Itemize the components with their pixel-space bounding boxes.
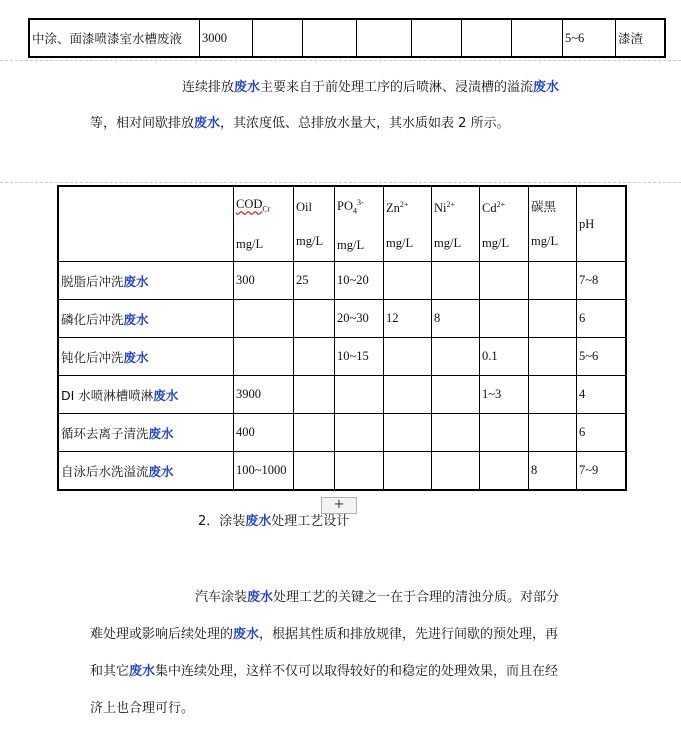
cell-oil: 25 — [294, 262, 335, 300]
cell-cod — [234, 338, 294, 376]
paragraph-line: 难处理或影响后续处理的废水，根据其性质和排放规律，先进行间歇的预处理，再 — [90, 627, 559, 642]
cell-zn — [384, 452, 432, 491]
table-row — [58, 452, 626, 491]
cell-po4 — [335, 452, 384, 491]
cell-cod: 300 — [234, 262, 294, 300]
table-row — [29, 19, 665, 57]
cell-name: 脱脂后冲洗废水 — [58, 262, 234, 300]
keyword-highlight: 废水 — [194, 116, 221, 131]
cell-empty — [412, 19, 462, 57]
cell-carbon: 8 — [529, 452, 577, 491]
paragraph-line: 汽车涂装废水处理工艺的关键之一在于合理的清浊分质。对部分 — [195, 590, 560, 605]
cell-ph: 6 — [577, 300, 627, 338]
keyword-highlight: 废水 — [245, 514, 272, 529]
cell-cd: 0.1 — [480, 338, 529, 376]
cell-ph: 5~6 — [577, 338, 627, 376]
text: 等，相对间歇排放 — [90, 116, 195, 131]
cell-po4 — [335, 414, 384, 452]
header-ph: pH — [577, 186, 627, 262]
cell-cod: 100~1000 — [234, 452, 294, 491]
header-empty — [58, 186, 234, 262]
cell-cd: 1~3 — [480, 376, 529, 414]
keyword-highlight: 废水 — [148, 463, 174, 479]
cell-oil — [294, 376, 335, 414]
keyword-highlight: 废水 — [123, 349, 149, 365]
cell-cd — [480, 262, 529, 300]
cell-empty — [357, 19, 412, 57]
cell-cd — [480, 452, 529, 491]
cell-po4: 10~20 — [335, 262, 384, 300]
table-row — [58, 300, 626, 338]
cell-ni — [432, 414, 480, 452]
water-quality-table — [57, 185, 627, 491]
cell-cd — [480, 300, 529, 338]
keyword-highlight: 废水 — [123, 311, 149, 327]
cell-empty — [462, 19, 512, 57]
header-cd: $Cd^{2+}$ mg/L — [480, 186, 529, 262]
cell-ni — [432, 338, 480, 376]
cell-cd — [480, 414, 529, 452]
cell-ni — [432, 452, 480, 491]
keyword-highlight: 废水 — [129, 664, 156, 679]
cell-name: DI 水喷淋槽喷淋废水 — [58, 376, 234, 414]
cell-carbon — [529, 338, 577, 376]
cell-cod: 400 — [234, 414, 294, 452]
cell-carbon — [529, 300, 577, 338]
cell-ph: 4 — [577, 376, 627, 414]
header-po4: $PO_4^{3-}$ mg/L — [335, 186, 384, 262]
cell-po4: 10~15 — [335, 338, 384, 376]
paragraph-line: 和其它废水集中连续处理，这样不仅可以取得较好的和稳定的处理效果，而且在经 — [90, 664, 559, 679]
keyword-highlight: 废水 — [233, 627, 260, 642]
cell-zn — [384, 376, 432, 414]
page-break-line — [0, 60, 681, 61]
cell-ph: 7~9 — [577, 452, 627, 491]
cell-oil — [294, 452, 335, 491]
add-row-button[interactable]: + — [321, 497, 357, 514]
cell-name: 循环去离子清洗废水 — [58, 414, 234, 452]
cell-ph: 7~8 — [577, 262, 627, 300]
cell-ni: 8 — [432, 300, 480, 338]
header-oil: Oil mg/L — [294, 186, 335, 262]
header-cod: $COD_{Cr}$ mg/L — [234, 186, 294, 262]
table-row — [58, 262, 626, 300]
cell-empty — [512, 19, 563, 57]
page-break-line — [0, 182, 681, 183]
cell-ni — [432, 376, 480, 414]
text: 主要来自于前处理工序的后喷淋、浸渍槽的溢流 — [260, 80, 534, 95]
paragraph-line — [0, 79, 681, 97]
cell-oil — [294, 300, 335, 338]
cell-po4: 20~30 — [335, 300, 384, 338]
header-carbon: 碳黑 mg/L — [529, 186, 577, 262]
cell-po4 — [335, 376, 384, 414]
cell-ph: 6 — [577, 414, 627, 452]
top-table-fragment — [28, 18, 666, 58]
keyword-highlight: 废水 — [533, 80, 560, 95]
table-row — [58, 338, 626, 376]
cell-empty — [253, 19, 303, 57]
cell-name: 钝化后冲洗废水 — [58, 338, 234, 376]
cell-empty — [303, 19, 357, 57]
cell-carbon — [529, 414, 577, 452]
cell-zn — [384, 338, 432, 376]
cell-zn — [384, 262, 432, 300]
section-heading: 2．涂装废水处理工艺设计 — [198, 514, 350, 529]
keyword-highlight: 废水 — [123, 273, 149, 289]
cell-name: 中涂、面漆喷漆室水槽废液 — [29, 19, 200, 57]
cell-ph: 5~6 — [563, 19, 616, 57]
table-header-row — [58, 186, 626, 262]
cell-name: 磷化后冲洗废水 — [58, 300, 234, 338]
cell-carbon — [529, 262, 577, 300]
cell-note: 漆渣 — [616, 19, 666, 57]
keyword-highlight: 废水 — [234, 80, 261, 95]
cell-cod: 3000 — [200, 19, 253, 57]
cell-cod — [234, 300, 294, 338]
cell-zn: 12 — [384, 300, 432, 338]
cell-name: 自泳后水洗溢流废水 — [58, 452, 234, 491]
cell-zn — [384, 414, 432, 452]
paragraph-line: 济上也合理可行。 — [90, 701, 195, 716]
cell-carbon — [529, 376, 577, 414]
keyword-highlight: 废水 — [153, 387, 179, 403]
text: 连续排放 — [182, 80, 235, 95]
keyword-highlight: 废水 — [247, 590, 274, 605]
keyword-highlight: 废水 — [148, 425, 174, 441]
cell-oil — [294, 414, 335, 452]
text: ，其浓度低、总排放水量大，其水质如表 2 所示。 — [220, 116, 510, 131]
paragraph-line — [0, 115, 681, 133]
header-ni: $Ni^{2+}$ mg/L — [432, 186, 480, 262]
header-zn: $Zn^{2+}$ mg/L — [384, 186, 432, 262]
table-row — [58, 376, 626, 414]
table-row — [58, 414, 626, 452]
cell-ni — [432, 262, 480, 300]
cell-oil — [294, 338, 335, 376]
cell-cod: 3900 — [234, 376, 294, 414]
